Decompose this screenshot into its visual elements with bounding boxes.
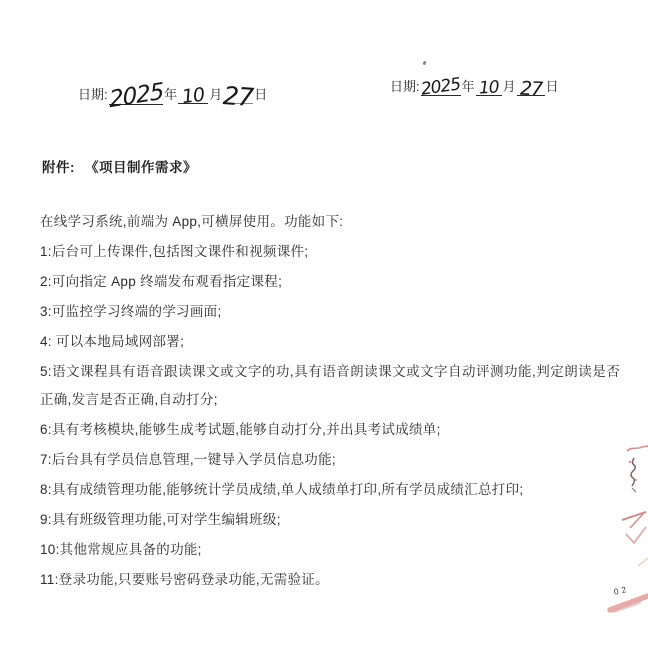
requirement-item: 2:可向指定 App 终端发布观看指定课程; [40, 274, 283, 289]
day-suffix: 日 [545, 79, 559, 94]
date-month-blank [178, 83, 208, 109]
handwritten-year: 2025 [108, 78, 164, 114]
date-day-blank [222, 78, 255, 113]
handwritten-day: 27 [519, 77, 543, 101]
requirement-item: 7:后台具有学员信息管理,一键导入学员信息功能; [40, 452, 336, 467]
margin-number-text: 02 [612, 583, 631, 597]
requirement-item: 3:可监控学习终端的学习画面; [40, 304, 222, 319]
requirement-item: 9:具有班级管理功能,可对学生编辑班级; [40, 512, 281, 527]
handwritten-day: 27 [222, 80, 255, 113]
requirement-item: 1:后台可上传课件,包括图文课件和视频课件; [40, 244, 309, 259]
attachment-label: 附件: [42, 160, 75, 175]
date-label: 日期: [390, 79, 420, 94]
year-suffix: 年 [164, 87, 178, 102]
date-day-blank [517, 76, 545, 101]
date-month-blank [476, 77, 502, 99]
intro-line: 在线学习系统,前端为 App,可横屏使用。功能如下: [40, 214, 344, 229]
requirement-item: 4: 可以本地局域网部署; [40, 334, 185, 349]
date-year-blank [108, 78, 164, 114]
handwritten-year: 2025 [419, 74, 462, 100]
year-suffix: 年 [461, 79, 475, 94]
handwritten-month: 10 [478, 77, 499, 99]
requirement-item: 10:其他常规应具备的功能; [40, 542, 202, 557]
requirements-body [40, 208, 620, 596]
requirement-item: 11:登录功能,只要账号密码登录功能,无需验证。 [40, 572, 329, 587]
attachment-title: 《项目制作需求》 [85, 160, 197, 175]
date-field-left [78, 78, 268, 114]
ink-speck [422, 61, 426, 66]
date-label: 日期: [78, 87, 108, 102]
month-suffix: 月 [209, 87, 223, 102]
requirement-item: 8:具有成绩管理功能,能够统计学员成绩,单人成绩单打印,所有学员成绩汇总打印; [40, 482, 524, 497]
handwritten-month: 10 [180, 83, 206, 109]
month-suffix: 月 [502, 79, 516, 94]
day-suffix: 日 [254, 87, 268, 102]
requirement-item: 5:语文课程具有语音跟读课文或文字的功,具有语音朗读课文或文字自动评测功能,判定朗读是否正确,发言是否正确,自动打分; [40, 364, 620, 407]
requirement-item: 6:具有考核模块,能够生成考试题,能够自动打分,并出具考试成绩单; [40, 422, 441, 437]
attachment-heading [42, 156, 197, 176]
date-year-blank [419, 74, 462, 100]
date-field-right [390, 74, 559, 101]
